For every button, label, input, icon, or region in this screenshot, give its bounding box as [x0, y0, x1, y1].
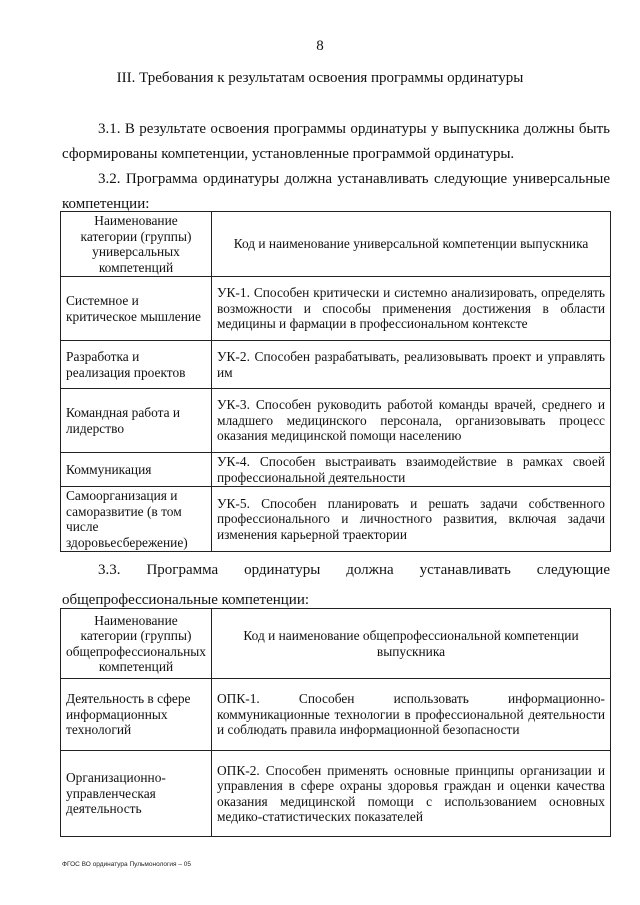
document-footer: ФГОС ВО ординатура Пульмонология – 05	[62, 861, 192, 868]
competence-cell: УК-5. Способен планировать и решать задачи собственного профессионального и личностного развития, включая задачи изменения карьерной траектории	[212, 487, 611, 552]
paragraph-3-1: 3.1. В результате освоения программы ординатуры у выпускника должны быть сформированы компетенции, установленные программой ординатуры.	[62, 121, 610, 162]
category-cell: Самоорганизация и саморазвитие (в том числе здоровьесбережение)	[61, 487, 212, 552]
table-header-row	[61, 609, 611, 679]
competence-cell: УК-1. Способен критически и системно анализировать, определять возможности и способы применения достижения в области медицины и фармации в профессиональном контексте	[212, 277, 611, 341]
category-cell: Организационно-управленческая деятельность	[61, 751, 212, 837]
category-cell: Разработка и реализация проектов	[61, 341, 212, 389]
table-header-row	[61, 212, 611, 277]
header-code: Код и наименование универсальной компетенции выпускника	[212, 212, 611, 277]
category-cell: Коммуникация	[61, 453, 212, 487]
universal-competencies-table	[60, 211, 611, 552]
table-row	[61, 751, 611, 837]
paragraph-3-3: 3.3. Программа ординатуры должна устанавливать следующие общепрофессиональные компетенции:	[62, 562, 610, 608]
category-cell: Командная работа и лидерство	[61, 389, 212, 453]
table-row	[61, 487, 611, 552]
table-row	[61, 277, 611, 341]
competence-cell: УК-2. Способен разрабатывать, реализовывать проект и управлять им	[212, 341, 611, 389]
competence-cell: ОПК-1. Способен использовать информационно-коммуникационные технологии в профессиональной деятельности и соблюдать правила информационной безопасности	[212, 679, 611, 751]
competence-cell: УК-3. Способен руководить работой команды врачей, среднего и младшего медицинского персонала, организовывать процесс оказания медицинской помощи населению	[212, 389, 611, 453]
table-row	[61, 679, 611, 751]
header-category: Наименование категории (группы) общепрофессиональных компетенций	[61, 609, 212, 679]
header-category: Наименование категории (группы) универсальных компетенций	[61, 212, 212, 277]
paragraph-3-2: 3.2. Программа ординатуры должна устанавливать следующие универсальные компетенции:	[62, 171, 610, 212]
table-row	[61, 341, 611, 389]
table-row	[61, 453, 611, 487]
page-number: 8	[316, 38, 324, 54]
competence-cell: ОПК-2. Способен применять основные принципы организации и управления в сфере охраны здоровья граждан и оценки качества оказания медицинской помощи с использованием основных медико-статистических показателей	[212, 751, 611, 837]
header-code: Код и наименование общепрофессиональной компетенции выпускника	[212, 609, 611, 679]
general-professional-competencies-table	[60, 608, 611, 837]
category-cell: Деятельность в сфере информационных технологий	[61, 679, 212, 751]
table-row	[61, 389, 611, 453]
category-cell: Системное и критическое мышление	[61, 277, 212, 341]
competence-cell: УК-4. Способен выстраивать взаимодействие в рамках своей профессиональной деятельности	[212, 453, 611, 487]
section-title: III. Требования к результатам освоения программы ординатуры	[116, 70, 524, 86]
